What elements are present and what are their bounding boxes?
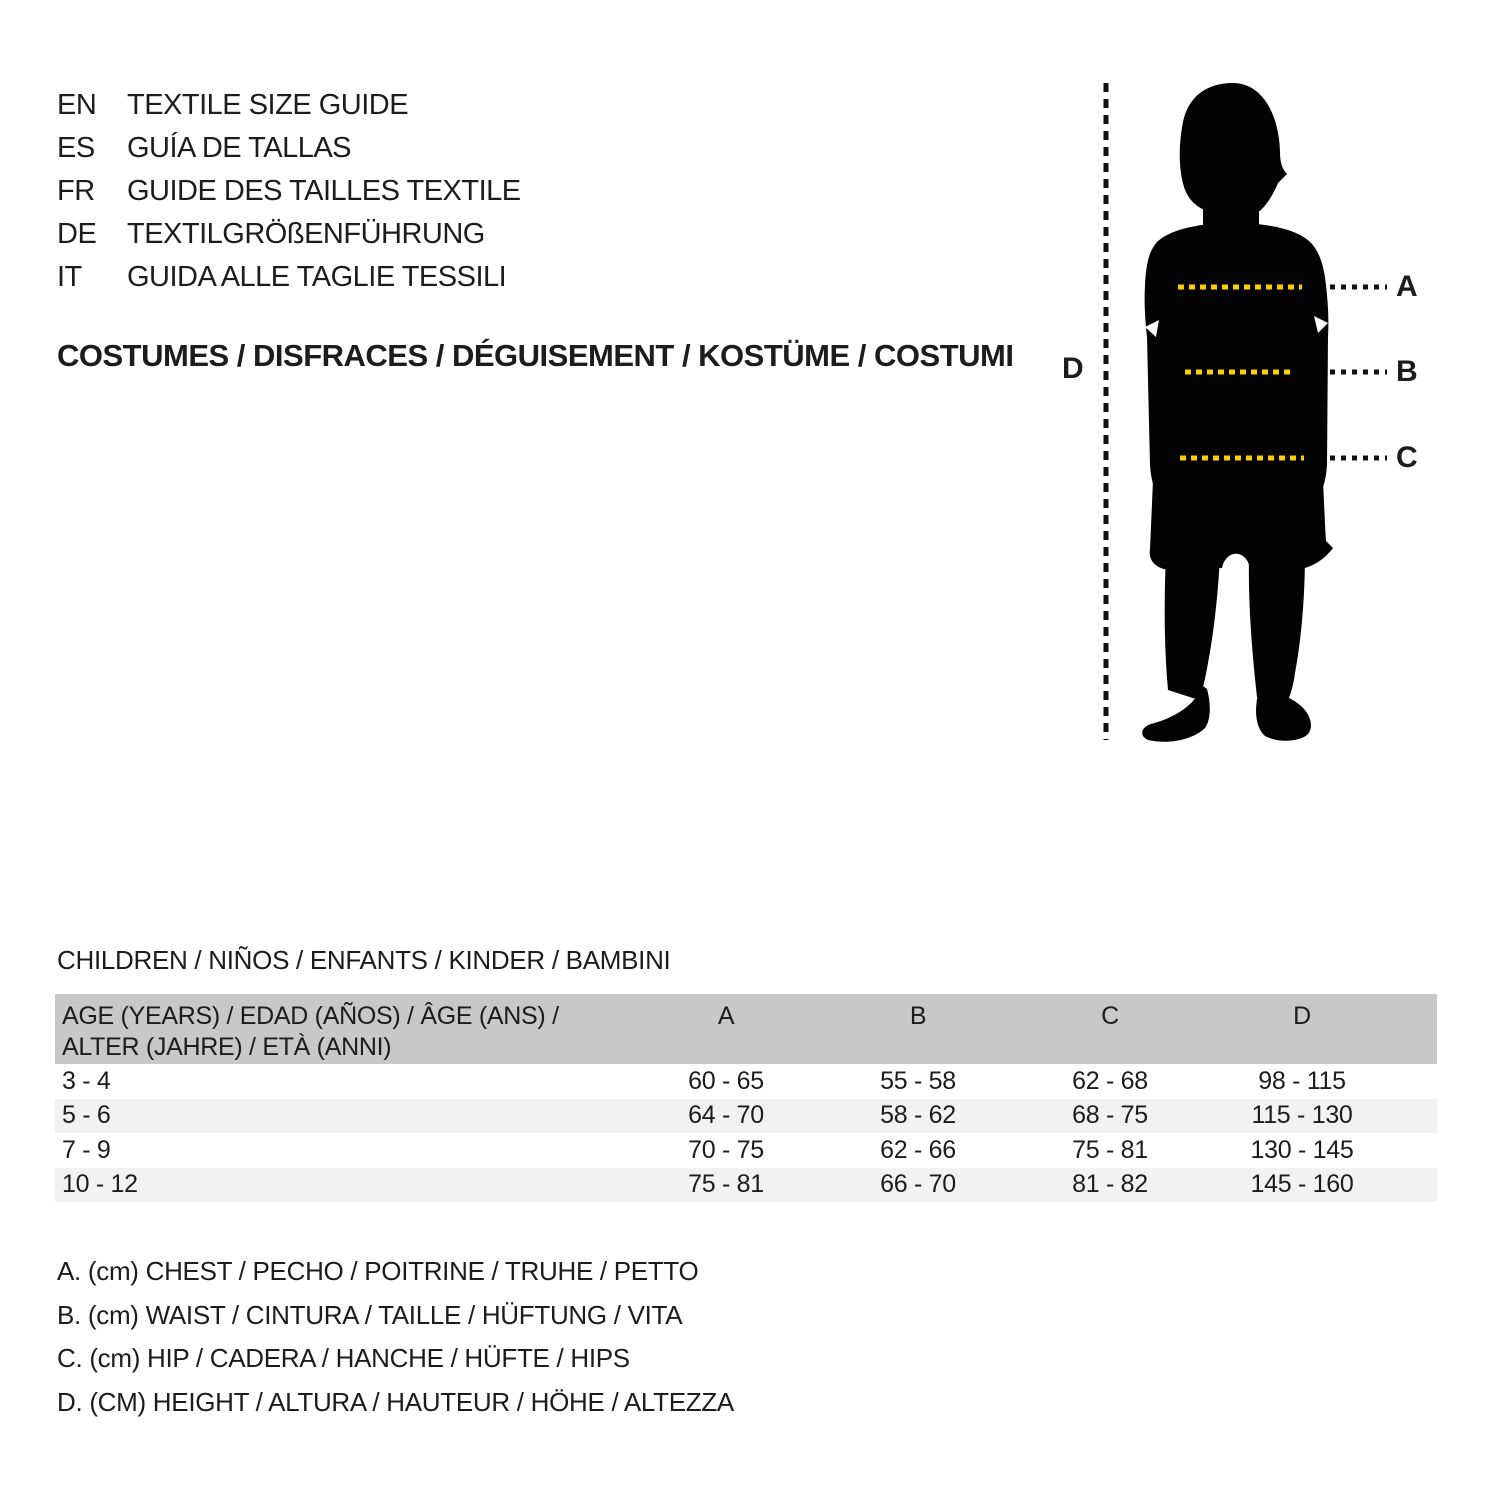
chest-cell: 75 - 81 — [688, 1170, 764, 1199]
hip-cell: 81 - 82 — [1072, 1170, 1148, 1199]
lang-title: TEXTILGRÖßENFÜHRUNG — [127, 218, 485, 250]
silhouette-torso — [1145, 223, 1329, 496]
measurement-legend — [57, 1250, 734, 1424]
language-title-list — [57, 84, 521, 299]
age-header-line2: ALTER (JAHRE) / ETÀ (ANNI) — [62, 1033, 392, 1061]
waist-cell: 62 - 66 — [880, 1135, 956, 1164]
height-cell: 98 - 115 — [1258, 1066, 1346, 1095]
legend-height: D. (CM) HEIGHT / ALTURA / HAUTEUR / HÖHE / ALTEZZA — [57, 1386, 734, 1417]
measure-label-a: A — [1396, 270, 1418, 303]
lang-row-it — [57, 256, 521, 299]
silhouette-right-leg — [1249, 553, 1305, 704]
child-measurement-figure — [1050, 75, 1480, 765]
height-cell: 130 - 145 — [1250, 1135, 1354, 1164]
children-size-table — [55, 994, 1437, 1202]
silhouette-left-leg — [1165, 553, 1220, 700]
column-header-d: D — [1293, 1002, 1311, 1030]
lang-code: EN — [57, 89, 97, 121]
column-header-c: C — [1101, 1002, 1119, 1030]
age-cell: 10 - 12 — [62, 1170, 138, 1199]
table-row — [55, 1168, 1437, 1203]
table-row — [55, 1099, 1437, 1134]
measure-label-b: B — [1396, 355, 1418, 388]
legend-chest: A. (cm) CHEST / PECHO / POITRINE / TRUHE / PETTO — [57, 1256, 699, 1287]
age-column-header — [55, 994, 630, 1063]
lang-code: IT — [57, 261, 82, 293]
lang-row-de — [57, 213, 521, 256]
lang-title: GUIDA ALLE TAGLIE TESSILI — [127, 261, 507, 293]
age-cell: 5 - 6 — [62, 1101, 111, 1130]
height-cell: 115 - 130 — [1251, 1101, 1353, 1130]
table-row — [55, 1064, 1437, 1099]
measure-label-c: C — [1396, 441, 1418, 474]
lang-code: ES — [57, 132, 95, 164]
age-cell: 3 - 4 — [62, 1066, 111, 1095]
hip-cell: 68 - 75 — [1072, 1101, 1148, 1130]
age-header-line1: AGE (YEARS) / EDAD (AÑOS) / ÂGE (ANS) / — [62, 1002, 559, 1030]
chest-cell: 70 - 75 — [688, 1135, 764, 1164]
lang-title: GUIDE DES TAILLES TEXTILE — [127, 175, 521, 207]
height-cell: 145 - 160 — [1250, 1170, 1354, 1199]
lang-row-en — [57, 84, 521, 127]
hip-cell: 75 - 81 — [1072, 1135, 1148, 1164]
lang-row-fr — [57, 170, 521, 213]
lang-title: TEXTILE SIZE GUIDE — [127, 89, 409, 121]
child-silhouette-graphic — [1050, 75, 1450, 755]
legend-waist: B. (cm) WAIST / CINTURA / TAILLE / HÜFTUNG / VITA — [57, 1299, 683, 1330]
waist-cell: 58 - 62 — [880, 1101, 956, 1130]
column-header-b: B — [909, 1002, 927, 1030]
silhouette-right-foot — [1256, 691, 1311, 741]
column-header-a: A — [717, 1002, 735, 1030]
lang-code: DE — [57, 218, 97, 250]
measure-label-d: D — [1062, 352, 1084, 385]
table-header-row — [55, 994, 1437, 1064]
category-title: COSTUMES / DISFRACES / DÉGUISEMENT / KOSTÜME / COSTUMI — [57, 338, 1014, 373]
waist-cell: 66 - 70 — [880, 1170, 956, 1199]
table-section-title: CHILDREN / NIÑOS / ENFANTS / KINDER / BAMBINI — [57, 945, 671, 975]
silhouette-left-foot — [1142, 686, 1210, 742]
age-cell: 7 - 9 — [62, 1135, 111, 1164]
table-row — [55, 1133, 1437, 1168]
hip-cell: 62 - 68 — [1072, 1066, 1148, 1095]
lang-code: FR — [57, 175, 95, 207]
lang-row-es — [57, 127, 521, 170]
chest-cell: 64 - 70 — [688, 1101, 764, 1130]
waist-cell: 55 - 58 — [880, 1066, 956, 1095]
chest-cell: 60 - 65 — [688, 1066, 764, 1095]
child-silhouette — [1142, 83, 1333, 742]
lang-title: GUÍA DE TALLAS — [127, 132, 352, 164]
legend-hip: C. (cm) HIP / CADERA / HANCHE / HÜFTE / HIPS — [57, 1343, 630, 1374]
